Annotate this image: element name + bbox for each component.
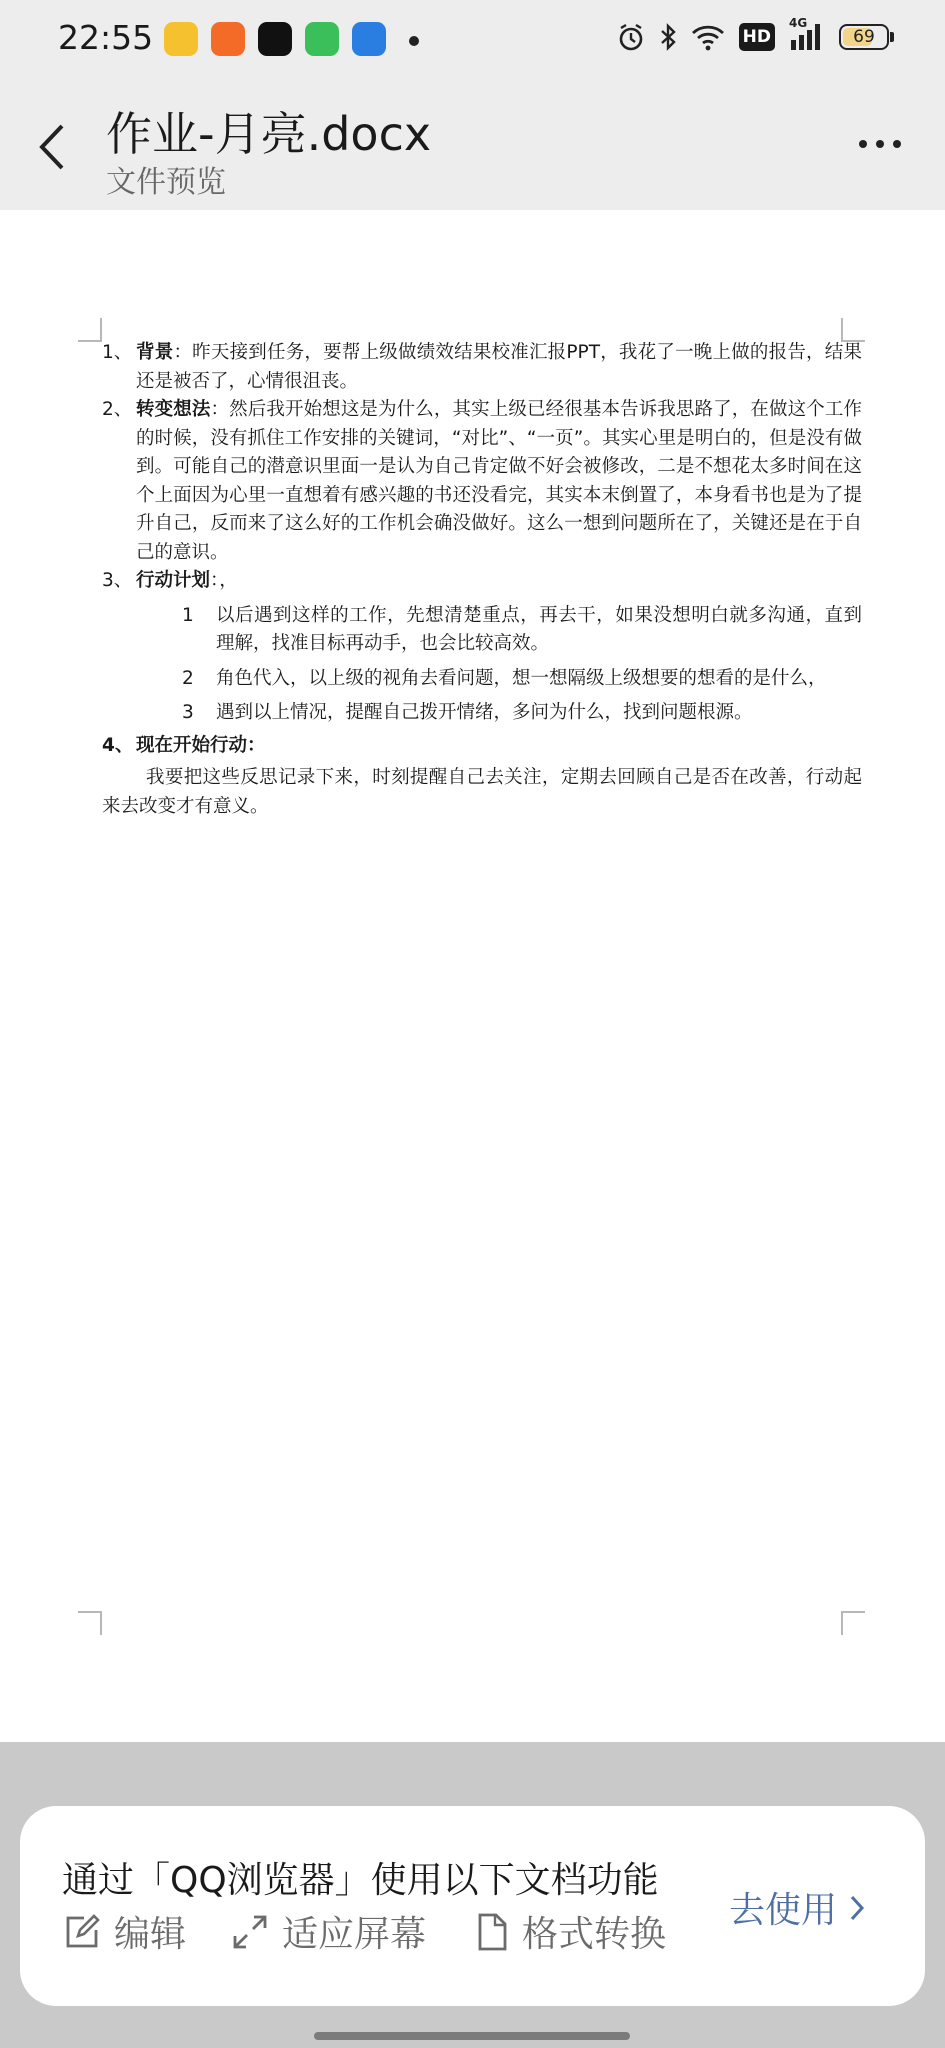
item-sep: ： bbox=[247, 734, 266, 756]
item-heading: 行动计划 bbox=[136, 570, 211, 591]
item-number: 3、 bbox=[102, 570, 133, 591]
qq-browser-promo-sheet bbox=[20, 1806, 925, 2006]
green-app-icon bbox=[305, 22, 339, 56]
crop-mark bbox=[78, 318, 102, 342]
taxi-app-icon bbox=[164, 22, 198, 56]
network-type: 4G bbox=[789, 16, 808, 30]
plan-subitem bbox=[182, 699, 862, 728]
status-bar bbox=[0, 0, 945, 84]
go-use-button[interactable] bbox=[729, 1882, 865, 1933]
subitem-number: 2 bbox=[182, 667, 194, 689]
item-sep: ： bbox=[210, 399, 230, 420]
item-number: 2、 bbox=[102, 399, 133, 420]
promo-title: 通过「QQ浏览器」使用以下文档功能 bbox=[62, 1860, 659, 1901]
status-time: 22:55 bbox=[58, 18, 154, 57]
document-page[interactable] bbox=[0, 210, 945, 1742]
page-title: 作业-月亮.docx bbox=[106, 107, 432, 161]
item-sep: ： bbox=[173, 342, 193, 363]
file-convert-icon bbox=[476, 1913, 508, 1951]
battery-level: 69 bbox=[853, 27, 875, 47]
item-sep: ：， bbox=[210, 570, 238, 591]
plan-subitem bbox=[182, 665, 862, 694]
subitem-text: 角色代入，以上级的视角去看问题，想一想隔级上级想要的想看的是什么， bbox=[216, 667, 827, 689]
edit-label: 编辑 bbox=[114, 1914, 187, 1955]
plan-subitem bbox=[182, 602, 862, 659]
page-subtitle: 文件预览 bbox=[106, 165, 226, 200]
format-convert-label: 格式转换 bbox=[522, 1914, 667, 1955]
battery-icon bbox=[839, 24, 889, 50]
closing-paragraph: 我要把这些反思记录下来，时刻提醒自己去关注，定期去回顾自己是否在改善，行动起来去改变才有意义。 bbox=[102, 767, 862, 817]
edit-feature[interactable] bbox=[64, 1906, 186, 1957]
blue-app-icon bbox=[352, 22, 386, 56]
subitem-text: 遇到以上情况，提醒自己拨开情绪，多问为什么，找到问题根源。 bbox=[216, 702, 753, 723]
item-heading: 转变想法 bbox=[136, 399, 211, 420]
doc-item-action-plan bbox=[102, 567, 862, 596]
chevron-right-icon bbox=[849, 1894, 865, 1922]
item-heading: 背景 bbox=[136, 342, 174, 363]
more-dot-icon bbox=[893, 140, 901, 148]
more-dot-icon bbox=[876, 140, 884, 148]
item-heading: 现在开始行动 bbox=[136, 734, 248, 756]
subitem-text: 以后遇到这样的工作，先想清楚重点，再去干，如果没想明白就多沟通，直到理解，找准目标再动手，也会比较高效。 bbox=[216, 604, 862, 654]
go-use-label: 去使用 bbox=[728, 1890, 837, 1931]
alarm-icon bbox=[617, 22, 645, 52]
crop-mark bbox=[841, 1611, 865, 1635]
crop-mark bbox=[78, 1611, 102, 1635]
format-convert-feature[interactable] bbox=[476, 1906, 666, 1957]
top-bar bbox=[0, 0, 945, 210]
edit-icon bbox=[64, 1914, 100, 1950]
item-text: 昨天接到任务，要帮上级做绩效结果校准汇报PPT，我花了一晚上做的报告，结果还是被否了，心情很沮丧。 bbox=[136, 342, 862, 392]
fit-screen-label: 适应屏幕 bbox=[282, 1914, 427, 1955]
document-content bbox=[102, 339, 862, 821]
back-button[interactable] bbox=[30, 112, 74, 182]
doc-item-change-thinking bbox=[102, 396, 862, 567]
douyin-icon bbox=[258, 22, 292, 56]
notification-app-icons bbox=[164, 22, 386, 56]
more-dot-icon bbox=[859, 140, 867, 148]
item-number: 4、 bbox=[102, 734, 134, 756]
hd-icon: HD bbox=[739, 23, 775, 51]
video-app-icon bbox=[211, 22, 245, 56]
subitem-number: 3 bbox=[182, 702, 194, 723]
bluetooth-icon bbox=[659, 22, 677, 52]
fit-screen-icon bbox=[232, 1914, 268, 1950]
signal-icon bbox=[789, 16, 825, 52]
item-text: 然后我开始想这是为什么，其实上级已经很基本告诉我思路了，在做这个工作的时候，没有抓住工作安排的关键词，“对比”、“一页”。其实心里是明白的，但是没有做到。可能自己的潜意识里面一是认为自己肯定做不好会被修改，二是不想花太多时间在这个上面因为心里一直想着有感兴趣的书还没看完，其实本末倒置了，本身看书也是为了提升自己，反而来了这么好的工作机会确没做好。这么一想到问题所在了，关键还是在于自己的意识。 bbox=[136, 399, 862, 563]
more-options-button[interactable] bbox=[859, 140, 901, 148]
subitem-number: 1 bbox=[182, 604, 194, 626]
home-indicator[interactable] bbox=[314, 2032, 630, 2040]
item-number: 1、 bbox=[102, 342, 133, 363]
chevron-left-icon bbox=[37, 123, 67, 171]
more-notifications-dot bbox=[409, 36, 419, 46]
doc-item-start-now bbox=[102, 732, 862, 761]
wifi-icon bbox=[691, 23, 725, 51]
fit-screen-feature[interactable] bbox=[232, 1906, 426, 1957]
system-status-icons bbox=[617, 16, 889, 52]
doc-item-background bbox=[102, 339, 862, 396]
